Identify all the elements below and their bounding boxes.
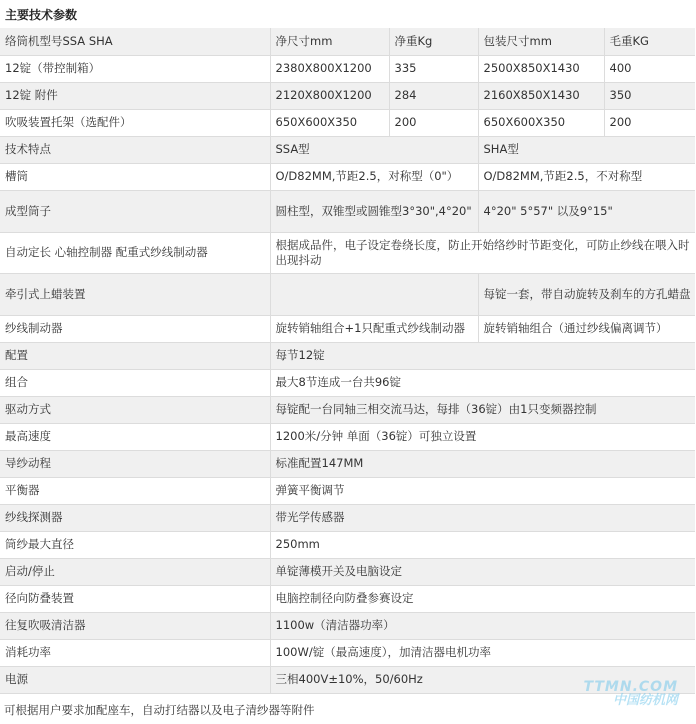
table-row xyxy=(0,232,695,273)
row-label: 筒纱最大直径 xyxy=(0,531,270,558)
header-cell-model: 络筒机型号SSA SHA xyxy=(0,28,270,55)
table-row xyxy=(0,109,695,136)
cell-value: 每节12锭 xyxy=(270,342,695,369)
table-row xyxy=(0,666,695,693)
watermark-domain: TTMN.COM xyxy=(583,679,678,695)
cell-value: 电脑控制径向防叠参赛设定 xyxy=(270,585,695,612)
cell-value: 1100w（清洁器功率） xyxy=(270,612,695,639)
cell-value: 200 xyxy=(604,109,695,136)
row-label: 电源 xyxy=(0,666,270,693)
table-row xyxy=(0,531,695,558)
cell-value xyxy=(270,273,478,315)
cell-value: O/D82MM,节距2.5，不对称型 xyxy=(478,163,695,190)
row-label: 12锭 附件 xyxy=(0,82,270,109)
cell-value: 弹簧平衡调节 xyxy=(270,477,695,504)
table-row xyxy=(0,585,695,612)
header-cell-pack-size: 包装尺寸mm xyxy=(478,28,604,55)
header-cell-net-size: 净尺寸mm xyxy=(270,28,389,55)
table-row xyxy=(0,477,695,504)
row-label: 导纱动程 xyxy=(0,450,270,477)
table-row xyxy=(0,639,695,666)
header-cell-net-weight: 净重Kg xyxy=(389,28,478,55)
cell-value: 2120X800X1200 xyxy=(270,82,389,109)
cell-value: 2500X850X1430 xyxy=(478,55,604,82)
section-title: 主要技术参数 xyxy=(5,8,78,22)
table-row xyxy=(0,315,695,342)
cell-value: 200 xyxy=(389,109,478,136)
table-row xyxy=(0,504,695,531)
cell-value: 284 xyxy=(389,82,478,109)
cell-value: 335 xyxy=(389,55,478,82)
table-row xyxy=(0,450,695,477)
table-row xyxy=(0,82,695,109)
row-label: 径向防叠装置 xyxy=(0,585,270,612)
row-label: 成型筒子 xyxy=(0,190,270,232)
watermark-site-name: 中国纺机网 xyxy=(612,693,678,708)
row-label: 纱线探测器 xyxy=(0,504,270,531)
row-label: 组合 xyxy=(0,369,270,396)
row-label: 纱线制动器 xyxy=(0,315,270,342)
cell-value: O/D82MM,节距2.5，对称型（0"） xyxy=(270,163,478,190)
table-row xyxy=(0,558,695,585)
row-label: 驱动方式 xyxy=(0,396,270,423)
cell-value: 650X600X350 xyxy=(478,109,604,136)
cell-value: 4°20" 5°57" 以及9°15" xyxy=(478,190,695,232)
cell-value: 每锭一套，带自动旋转及刹车的方孔蜡盘 xyxy=(478,273,695,315)
header-cell-sha: SHA型 xyxy=(478,136,695,163)
cell-value: 带光学传感器 xyxy=(270,504,695,531)
table-row xyxy=(0,423,695,450)
table-row xyxy=(0,273,695,315)
cell-value: 100W/锭（最高速度），加清洁器电机功率 xyxy=(270,639,695,666)
table-row xyxy=(0,612,695,639)
row-label: 技术特点 xyxy=(0,136,270,163)
row-label: 槽筒 xyxy=(0,163,270,190)
table-header-row xyxy=(0,28,695,55)
cell-value: 旋转销轴组合+1只配重式纱线制动器 xyxy=(270,315,478,342)
cell-value: 三相400V±10%，50/60Hz xyxy=(270,666,695,693)
header-cell-gross-weight: 毛重KG xyxy=(604,28,695,55)
cell-value: 最大8节连成一台共96锭 xyxy=(270,369,695,396)
cell-value: 400 xyxy=(604,55,695,82)
table-row xyxy=(0,369,695,396)
cell-value: 根据成品件，电子设定卷绕长度，防止开始络纱时节距变化，可防止纱线在喂入时出现抖动 xyxy=(270,232,695,273)
row-label: 平衡器 xyxy=(0,477,270,504)
cell-value: 250mm xyxy=(270,531,695,558)
cell-value: 标准配置147MM xyxy=(270,450,695,477)
cell-value: 650X600X350 xyxy=(270,109,389,136)
table-row xyxy=(0,190,695,232)
cell-value: 圆柱型，双锥型或圆锥型3°30",4°20" xyxy=(270,190,478,232)
table-row xyxy=(0,163,695,190)
row-label: 自动定长 心轴控制器 配重式纱线制动器 xyxy=(0,232,270,273)
header-cell-ssa: SSA型 xyxy=(270,136,478,163)
table-row xyxy=(0,396,695,423)
row-label: 配置 xyxy=(0,342,270,369)
row-label: 启动/停止 xyxy=(0,558,270,585)
table-row xyxy=(0,342,695,369)
cell-value: 每锭配一台同轴三相交流马达，每排（36锭）由1只变频器控制 xyxy=(270,396,695,423)
row-label: 牵引式上蜡装置 xyxy=(0,273,270,315)
row-label: 往复吹吸清洁器 xyxy=(0,612,270,639)
footer-note: 可根据用户要求加配座车，自动打结器以及电子清纱器等附件 xyxy=(4,703,315,717)
cell-value: 1200米/分钟 单面（36锭）可独立设置 xyxy=(270,423,695,450)
row-label: 吹吸装置托架（选配件） xyxy=(0,109,270,136)
cell-value: 单锭薄模开关及电脑设定 xyxy=(270,558,695,585)
cell-value: 旋转销轴组合（通过纱线偏离调节） xyxy=(478,315,695,342)
cell-value: 2160X850X1430 xyxy=(478,82,604,109)
row-label: 消耗功率 xyxy=(0,639,270,666)
spec-table xyxy=(0,28,695,694)
table-row xyxy=(0,55,695,82)
features-header-row xyxy=(0,136,695,163)
row-label: 12锭（带控制箱） xyxy=(0,55,270,82)
cell-value: 2380X800X1200 xyxy=(270,55,389,82)
cell-value: 350 xyxy=(604,82,695,109)
row-label: 最高速度 xyxy=(0,423,270,450)
